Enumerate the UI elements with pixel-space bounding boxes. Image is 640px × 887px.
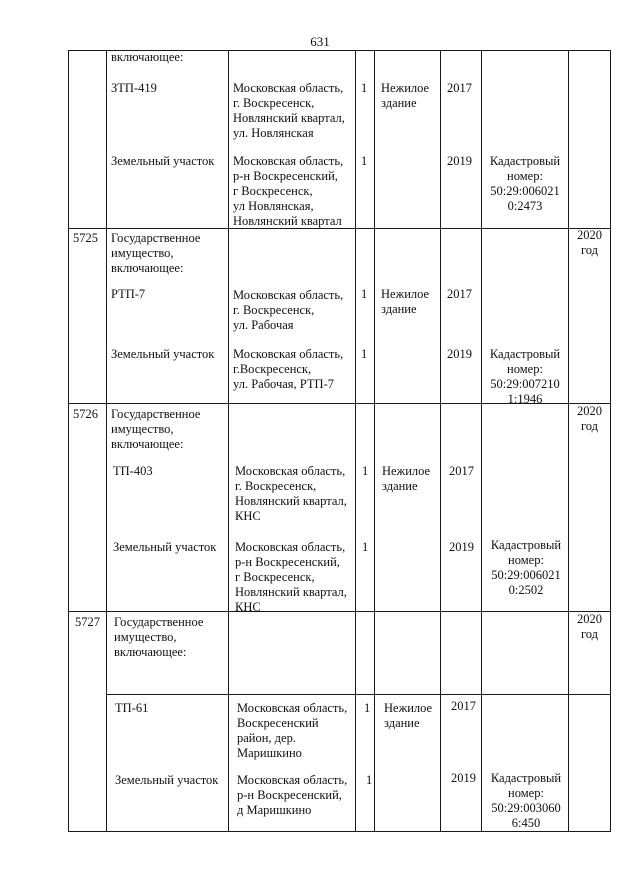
table-bottom-border: [68, 831, 611, 832]
item-year: 2017: [449, 464, 474, 478]
item-year: 2017: [451, 699, 476, 713]
item-quantity: 1: [366, 773, 373, 787]
column-divider: [374, 50, 375, 832]
item-quantity: 1: [362, 540, 369, 554]
item-address: Московская область, г.Воскресенск, ул. Рабочая, РТП-7: [233, 347, 344, 391]
cadastral-number: Кадастровый номер: 50:29:003060 6:450: [490, 771, 562, 830]
item-address: Московская область, р-н Воскресенский, г Воскресенск, Новлянский квартал, КНС: [235, 540, 347, 614]
record-number: 5726: [73, 407, 98, 421]
item-name: Земельный участок: [113, 540, 217, 554]
item-address: Московская область, р-н Воскресенский, г Воскресенск, ул Новлянская, Новлянский квартал: [233, 154, 344, 228]
cadastral-number: Кадастровый номер: 50:29:006021 0:2473: [489, 154, 561, 213]
record-number: 5727: [75, 615, 100, 629]
record-title: Государственное имущество, включающее:: [114, 615, 204, 659]
row-divider: [106, 694, 611, 695]
item-name: Земельный участок: [111, 154, 215, 168]
record-number: 5725: [73, 231, 98, 245]
item-address: Московская область, Воскресенский район, дер. Маришкино: [237, 701, 348, 760]
item-year: 2017: [447, 81, 472, 95]
item-quantity: 1: [361, 287, 368, 301]
item-type: Нежилое здание: [382, 464, 431, 493]
table-border-left: [68, 50, 69, 832]
column-divider: [228, 50, 229, 832]
column-divider: [440, 50, 441, 832]
record-title: Государственное имущество, включающее:: [111, 407, 201, 451]
record-year-label: 2020 год: [577, 404, 602, 433]
item-year: 2019: [447, 154, 472, 168]
item-quantity: 1: [361, 154, 368, 168]
column-divider: [355, 50, 356, 832]
record-year-label: 2020 год: [577, 228, 602, 257]
item-address: Московская область, г. Воскресенск, Новлянский квартал, ул. Новлянская: [233, 81, 345, 140]
item-type: Нежилое здание: [384, 701, 433, 730]
item-year: 2019: [451, 771, 476, 785]
item-name: ТП-61: [115, 701, 149, 715]
cadastral-number: Кадастровый номер: 50:29:006021 0:2502: [490, 538, 562, 597]
item-name: РТП-7: [111, 287, 146, 301]
item-name: Земельный участок: [111, 347, 215, 361]
item-name: ТП-403: [113, 464, 153, 478]
item-type: Нежилое здание: [381, 81, 430, 110]
item-address: Московская область, г. Воскресенск, ул. Рабочая: [233, 288, 344, 332]
item-address: Московская область, г. Воскресенск, Новлянский квартал, КНС: [235, 464, 347, 523]
item-quantity: 1: [364, 701, 371, 715]
item-year: 2019: [447, 347, 472, 361]
item-name: ЗТП-419: [111, 81, 157, 95]
record-title: включающее:: [111, 50, 184, 64]
record-year-label: 2020 год: [577, 612, 602, 641]
record-title: Государственное имущество, включающее:: [111, 231, 201, 275]
cadastral-number: Кадастровый номер: 50:29:007210 1:1946: [489, 347, 561, 406]
item-quantity: 1: [361, 81, 368, 95]
item-year: 2017: [447, 287, 472, 301]
table-border-right: [610, 50, 611, 832]
item-name: Земельный участок: [115, 773, 219, 787]
item-quantity: 1: [361, 347, 368, 361]
item-address: Московская область, р-н Воскресенский, д Маришкино: [237, 773, 348, 817]
column-divider: [568, 50, 569, 832]
column-divider: [106, 50, 107, 832]
item-quantity: 1: [362, 464, 369, 478]
item-year: 2019: [449, 540, 474, 554]
item-type: Нежилое здание: [381, 287, 430, 316]
page-number: 631: [310, 34, 330, 49]
